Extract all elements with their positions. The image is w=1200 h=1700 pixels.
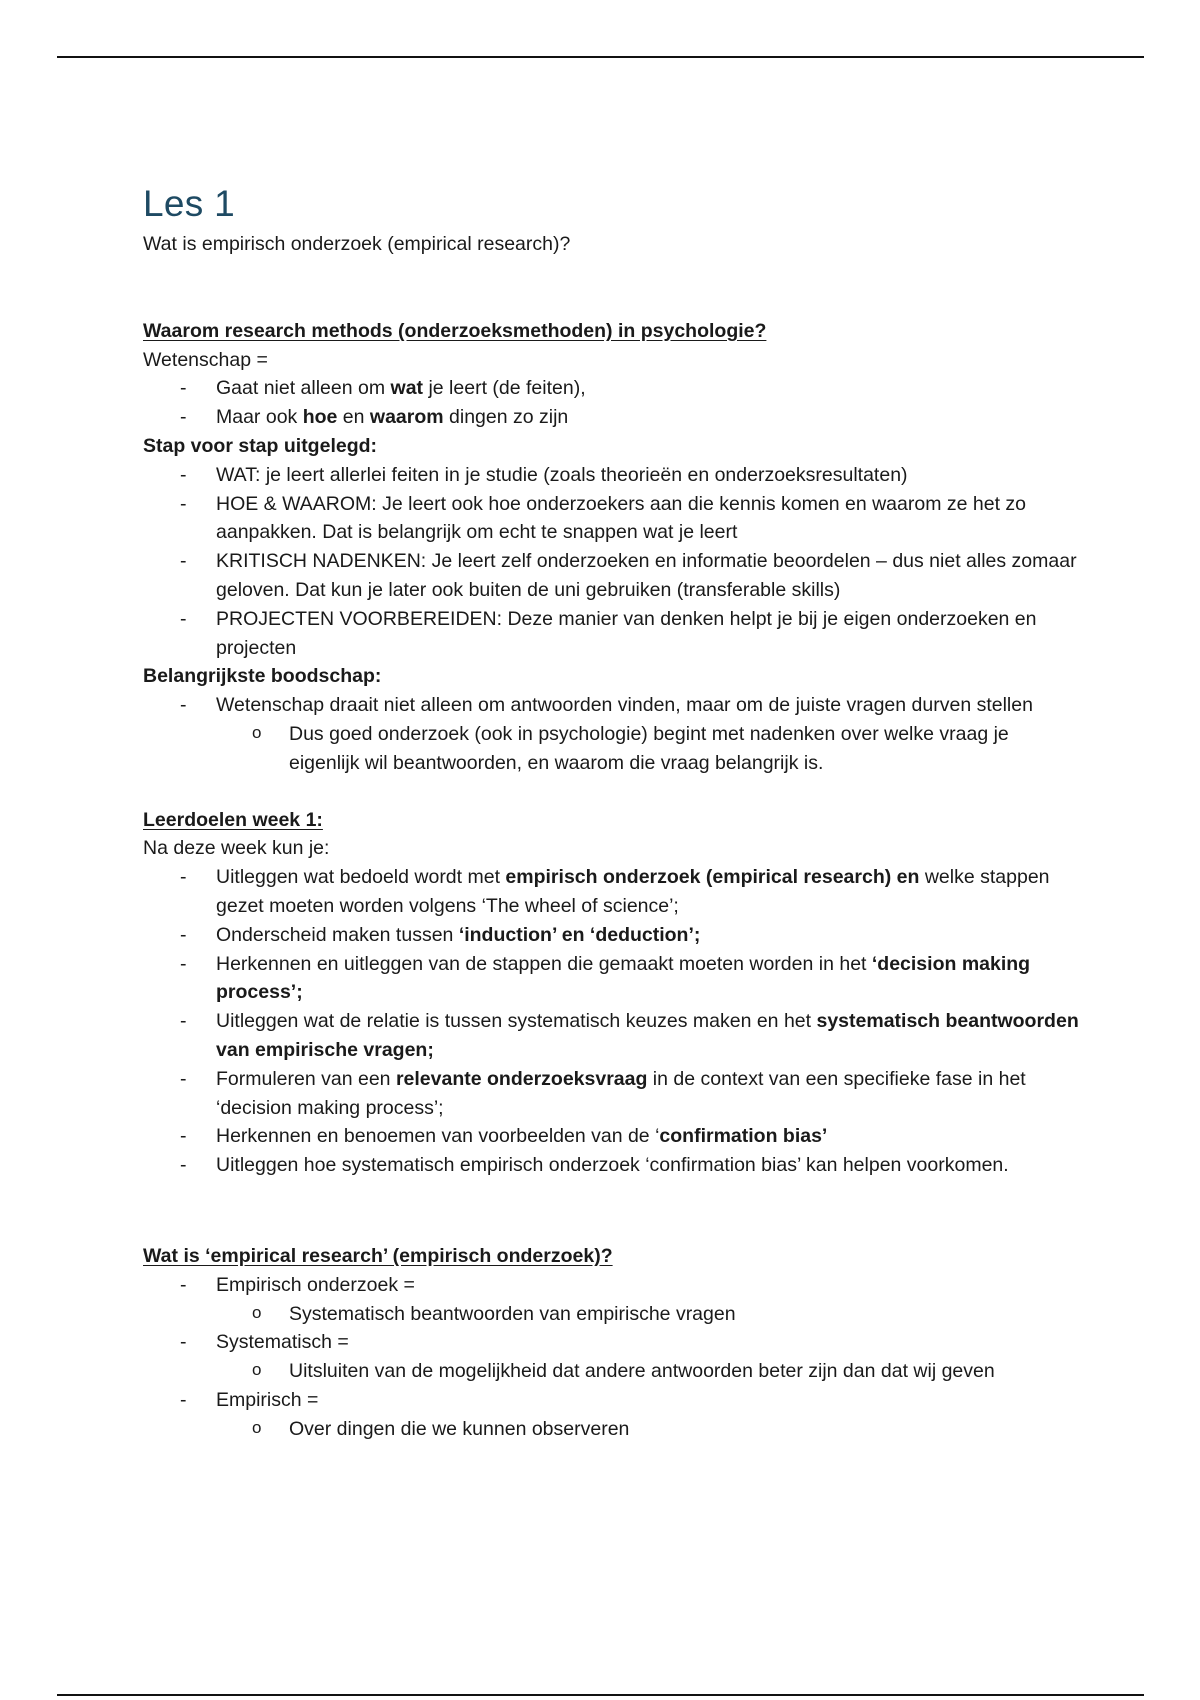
list-item: - Herkennen en benoemen van voorbeelden van de ‘confirmation bias’ (143, 1122, 1083, 1151)
section-heading-leerdoelen: Leerdoelen week 1: (143, 808, 323, 831)
list-item: - Systematisch = o Uitsluiten van de mogelijkheid dat andere antwoorden beter zijn dan dat wij geven (143, 1328, 1083, 1386)
bullet-list (143, 461, 1083, 663)
sub-bullet-list (143, 1300, 1083, 1329)
list-item: - Maar ook hoe en waarom dingen zo zijn (143, 403, 1083, 432)
subheading-stap-voor-stap: Stap voor stap uitgelegd: (143, 434, 378, 457)
section-intro: Wetenschap = (143, 348, 268, 371)
footer-rule (57, 1694, 1144, 1696)
document-body (143, 180, 1083, 1443)
list-item: - HOE & WAAROM: Je leert ook hoe onderzoekers aan die kennis komen en waarom ze het zo aanpakken. Dat is belangrijk om echt te snappen wat je leert (143, 490, 1083, 548)
list-item: - Formuleren van een relevante onderzoeksvraag in de context van een specifieke fase in het ‘decision making process’; (143, 1065, 1083, 1123)
sub-list-item: o Over dingen die we kunnen observeren (143, 1415, 1083, 1444)
page-subtitle: Wat is empirisch onderzoek (empirical research)? (143, 233, 571, 255)
sub-list-item: o Dus goed onderzoek (ook in psychologie) begint met nadenken over welke vraag je eigenlijk wil beantwoorden, en waarom die vraag belangrijk is. (143, 720, 1083, 778)
list-item: - WAT: je leert allerlei feiten in je studie (zoals theorieën en onderzoeksresultaten) (143, 461, 1083, 490)
bullet-list (143, 1271, 1083, 1444)
sub-bullet-list (143, 1415, 1083, 1444)
list-item: - Gaat niet alleen om wat je leert (de feiten), (143, 374, 1083, 403)
sub-list-item: o Systematisch beantwoorden van empirische vragen (143, 1300, 1083, 1329)
section-heading-empirical-research: Wat is ‘empirical research’ (empirisch onderzoek)? (143, 1244, 613, 1267)
list-item: - Wetenschap draait niet alleen om antwoorden vinden, maar om de juiste vragen durven stellen o Dus goed onderzoek (ook in psychologie) begint met nadenken over welke vraag je eigenlijk wil beantwoorden, en waarom die vraag belangrijk is. (143, 691, 1083, 777)
section-intro: Na deze week kun je: (143, 837, 330, 860)
list-item: - Empirisch = o Over dingen die we kunnen observeren (143, 1386, 1083, 1444)
subheading-boodschap: Belangrijkste boodschap: (143, 665, 382, 688)
bullet-list (143, 374, 1083, 432)
sub-bullet-list (143, 720, 1083, 778)
list-item: - Onderscheid maken tussen ‘induction’ en ‘deduction’; (143, 921, 1083, 950)
section-heading-research-methods: Waarom research methods (onderzoeksmethoden) in psychologie? (143, 319, 767, 342)
list-item: - KRITISCH NADENKEN: Je leert zelf onderzoeken en informatie beoordelen – dus niet alles zomaar geloven. Dat kun je later ook buiten de uni gebruiken (transferable skills) (143, 547, 1083, 605)
sub-bullet-list (143, 1357, 1083, 1386)
list-item: - Uitleggen hoe systematisch empirisch onderzoek ‘confirmation bias’ kan helpen voorkomen. (143, 1151, 1083, 1180)
list-item: - Herkennen en uitleggen van de stappen die gemaakt moeten worden in het ‘decision making process’; (143, 950, 1083, 1008)
page-title: Les 1 (143, 183, 236, 224)
bullet-list (143, 863, 1083, 1180)
sub-list-item: o Uitsluiten van de mogelijkheid dat andere antwoorden beter zijn dan dat wij geven (143, 1357, 1083, 1386)
header-rule (57, 56, 1144, 58)
list-item: - Uitleggen wat de relatie is tussen systematisch keuzes maken en het systematisch beantwoorden van empirische vragen; (143, 1007, 1083, 1065)
list-item: - Empirisch onderzoek = o Systematisch beantwoorden van empirische vragen (143, 1271, 1083, 1329)
list-item: - PROJECTEN VOORBEREIDEN: Deze manier van denken helpt je bij je eigen onderzoeken en projecten (143, 605, 1083, 663)
bullet-list (143, 691, 1083, 777)
list-item: - Uitleggen wat bedoeld wordt met empirisch onderzoek (empirical research) en welke stappen gezet moeten worden volgens ‘The wheel of science’; (143, 863, 1083, 921)
